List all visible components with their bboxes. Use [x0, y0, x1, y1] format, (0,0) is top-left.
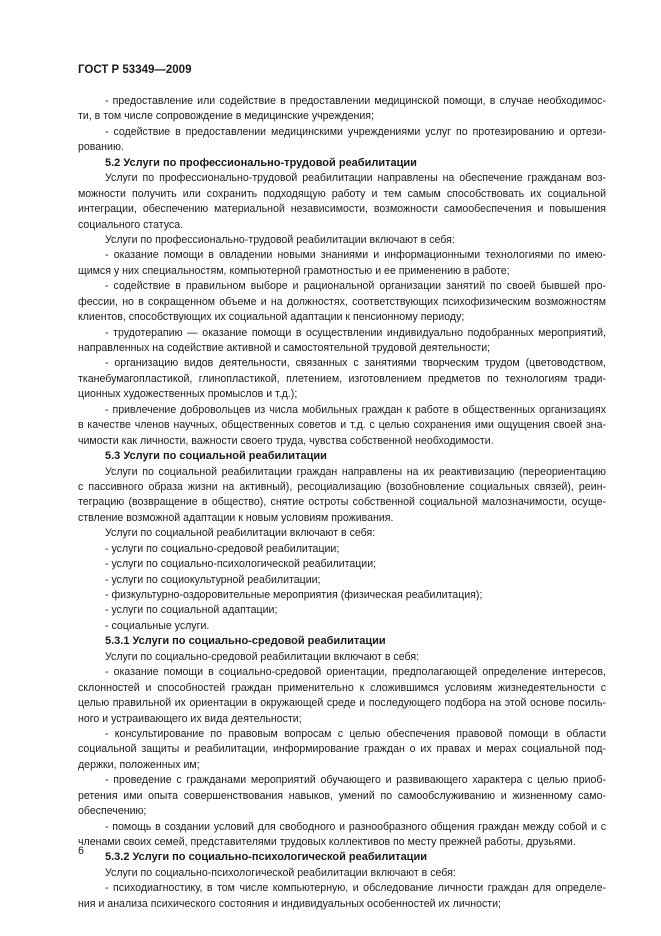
text-line: - предоставление или содействие в предоставлении медицинской помощи, в случае необходимос- [105, 95, 606, 107]
text-line: - услуги по социально-средовой реабилитации; [105, 542, 340, 555]
page-number: 6 [78, 845, 84, 857]
text-line: Услуги по социальной реабилитации включают в себя: [105, 527, 376, 540]
text-line: ного и устраивающего их вида деятельности; [78, 712, 302, 725]
text-line: тканебумагопластикой, глинопластикой, плетением, изготовлением предметов по технологиям тради- [78, 372, 606, 385]
text-line: ти, в том числе сопровождение в медицинские учреждения; [78, 110, 374, 123]
text-line: рованию. [78, 141, 124, 154]
section-heading: 5.3 Услуги по социальной реабилитации [105, 450, 327, 463]
text-line: - услуги по социальной адаптации; [105, 604, 278, 617]
text-line: - социальные услуги. [105, 619, 210, 632]
section-heading: 5.3.1 Услуги по социально-средовой реабилитации [105, 635, 386, 648]
text-line: держки, положенных им; [78, 758, 200, 771]
document-header: ГОСТ Р 53349—2009 [78, 64, 192, 76]
text-line: - услуги по социально-психологической реабилитации; [105, 558, 377, 571]
text-line: фессии, но в сокращенном объеме и на должностях, соответствующих психофизическим возможностям [78, 295, 606, 308]
text-line: клиентов, способствующих их социальной адаптации к пенсионному периоду; [78, 311, 465, 324]
text-line: Услуги по профессионально-трудовой реабилитации направлены на обеспечение гражданам воз- [105, 172, 606, 185]
text-line: Услуги по профессионально-трудовой реабилитации включают в себя: [105, 233, 455, 246]
text-line: Услуги по социально-средовой реабилитации включают в себя: [105, 650, 420, 663]
text-line: ционных художественных промыслов и т.д.); [78, 388, 298, 401]
text-line: интеграции, обеспечению материальной независимости, возможности самообеспечения и повышения [78, 203, 606, 216]
text-line: направленных на содействие активной и самостоятельной трудовой деятельности; [78, 342, 491, 354]
text-line: - услуги по социокультурной реабилитации; [105, 573, 321, 586]
text-line: - помощь в создании условий для свободного и разнообразного общения граждан между собой и с [105, 820, 606, 833]
text-line: - психодиагностику, в том числе компьютерную, и обследование личности граждан для определе- [105, 882, 606, 895]
section-heading: 5.3.2 Услуги по социально-психологической реабилитации [105, 851, 427, 864]
text-line: - оказание помощи в социально-средовой ориентации, предполагающей определение интересов, [105, 666, 606, 679]
text-line: социальной защиты и реабилитации, информирование граждан о их правах и мерах социальной под- [78, 743, 606, 756]
text-line: целью правильной их ориентации в окружающей среде и последующего подбора на этой основе посиль- [78, 697, 606, 710]
text-line: теграцию (возвращение в общество), снятие остроты собственной социальной малозначимости, осуще- [78, 496, 606, 509]
text-line: чимости как личности, важности своего труда, чувства собственной необходимости. [78, 434, 494, 447]
text-line: ствление возможной адаптации к новым условиям проживания. [78, 511, 394, 524]
text-line: - привлечение добровольцев из числа мобильных граждан к работе в общественных организациях [105, 403, 606, 416]
text-line: - физкультурно-оздоровительные мероприятия (физическая реабилитация); [105, 589, 483, 601]
text-line: в качестве членов научных, общественных советов и т.д. с целью сохранения ими ощущения своей зна- [78, 419, 606, 432]
text-line: ретения ими опыта совершенствования навыков, умений по самообслуживанию и жизненному само- [78, 789, 606, 802]
document-body [78, 94, 606, 912]
text-line: - содействие в предоставлении медицинскими учреждениями услуг по протезированию и ортези- [105, 125, 606, 138]
text-line: - трудотерапию — оказание помощи в осуществлении индивидуально подобранных мероприятий, [105, 326, 606, 339]
text-line: Услуги по социально-психологической реабилитации включают в себя: [105, 866, 456, 879]
text-line: обеспечению; [78, 805, 147, 818]
text-line: - проведение с гражданами мероприятий обучающего и развивающего характера с целью приоб- [105, 774, 606, 787]
text-line: членами своих семей, представителями трудовых коллективов по месту прежней работы, друзьями. [78, 836, 576, 848]
text-line: социального статуса. [78, 218, 184, 231]
text-line: Услуги по социальной реабилитации граждан направлены на их реактивизацию (переориентацию [105, 465, 606, 478]
text-line: ния и анализа психического состояния и индивидуальных особенностей их личности; [78, 897, 502, 910]
text-line: - консультирование по правовым вопросам с целью обеспечения правовой помощи в области [105, 727, 606, 740]
text-line: склонностей и способностей граждан применительно к сложившимся условиям жизнедеятельности с [78, 681, 606, 694]
text-line: с пассивного образа жизни на активный), ресоциализацию (возобновление социальных связей), реин- [78, 480, 606, 493]
text-line: - оказание помощи в овладении новыми знаниями и информационными технологиями по имею- [105, 249, 606, 262]
section-heading: 5.2 Услуги по профессионально-трудовой реабилитации [105, 156, 417, 169]
text-line: можности получить или сохранить подходящую работу и тем самым способствовать их социальной [78, 187, 606, 200]
text-line: - организацию видов деятельности, связанных с занятиями творческим трудом (цветоводством, [105, 357, 606, 370]
text-line: щимся у них специальностям, компьютерной грамотностью и ее применению в работе; [78, 264, 510, 277]
text-line: - содействие в правильном выборе и рациональной организации занятий по своей бывшей про- [105, 280, 606, 293]
